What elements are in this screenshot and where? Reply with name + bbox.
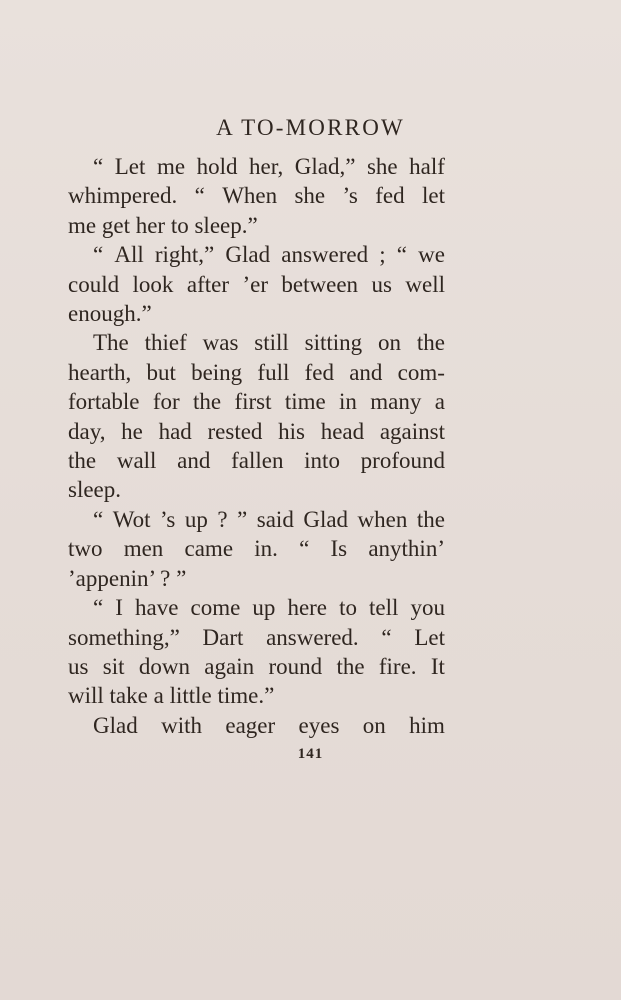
- word: look: [132, 271, 174, 297]
- word: up: [184, 506, 208, 532]
- word: ?: [217, 506, 228, 532]
- word: to: [339, 595, 357, 621]
- body-text: [68, 152, 445, 740]
- word: have: [135, 595, 179, 621]
- word: get: [101, 212, 130, 238]
- word: being: [191, 359, 243, 385]
- word: answered.: [266, 624, 359, 650]
- text-line: [68, 475, 445, 504]
- text-line: [68, 652, 445, 681]
- word: Is: [330, 536, 348, 562]
- word: the: [416, 506, 445, 532]
- text-line: [68, 417, 445, 446]
- paragraph: [68, 240, 445, 328]
- text-line: [68, 358, 445, 387]
- word: me: [156, 154, 186, 179]
- word: up: [252, 595, 276, 621]
- word: was: [202, 330, 239, 356]
- word: ”: [237, 506, 248, 532]
- word: eyes: [298, 712, 340, 738]
- word: her: [135, 212, 166, 238]
- word: and: [349, 359, 383, 385]
- word: rested: [207, 418, 263, 444]
- text-line: [68, 152, 445, 181]
- word: and: [177, 448, 211, 474]
- text-line: [68, 593, 445, 622]
- word: time: [284, 389, 326, 415]
- word: men: [123, 536, 164, 562]
- text-line: [68, 299, 445, 328]
- paragraph: [68, 328, 445, 504]
- word: profound: [360, 448, 445, 474]
- text-line: [68, 446, 445, 475]
- word: “: [93, 595, 104, 621]
- page-number: 141: [297, 746, 324, 762]
- word: in: [339, 389, 357, 415]
- word: against: [379, 418, 445, 444]
- word: whimpered.: [68, 183, 178, 209]
- word: to: [170, 212, 189, 238]
- word: sleep.”: [194, 212, 258, 238]
- word: head: [320, 418, 365, 444]
- word: when: [357, 506, 408, 532]
- word: many: [370, 389, 422, 415]
- word: Dart: [202, 624, 244, 650]
- text-line: [68, 623, 445, 652]
- text-line: [68, 211, 445, 240]
- word: had: [158, 418, 192, 444]
- word: she: [366, 154, 398, 179]
- text-line: [68, 711, 445, 740]
- paragraph: [68, 593, 445, 711]
- word: half: [409, 154, 445, 179]
- word: fortable: [68, 389, 140, 415]
- word: fallen: [231, 448, 284, 474]
- word: ’appenin’: [68, 565, 155, 591]
- word: Glad: [303, 506, 349, 532]
- word: full: [257, 359, 290, 385]
- text-line: [68, 240, 445, 269]
- text-line: [68, 534, 445, 563]
- word: Wot: [112, 506, 151, 532]
- word: “: [93, 506, 104, 532]
- word: Let: [414, 624, 445, 650]
- word: sit: [102, 653, 125, 679]
- word: sitting: [304, 330, 363, 356]
- word: anythin’: [368, 536, 445, 562]
- word: “: [93, 242, 104, 268]
- text-line: [68, 270, 445, 299]
- word: I: [115, 595, 123, 621]
- word: him: [409, 712, 445, 738]
- word: two: [68, 536, 103, 562]
- word: enough.”: [68, 301, 152, 327]
- word: on: [362, 712, 386, 738]
- word: thief: [144, 330, 187, 356]
- word: the: [416, 330, 445, 356]
- word: take: [109, 683, 148, 709]
- word: still: [254, 330, 289, 356]
- word: com-: [397, 359, 445, 385]
- word: on: [378, 330, 402, 356]
- word: here: [287, 595, 328, 621]
- text-line: [68, 328, 445, 357]
- word: us: [371, 271, 392, 297]
- word: the: [193, 389, 222, 415]
- paragraph: [68, 505, 445, 593]
- word: Glad: [93, 712, 138, 738]
- word: eager: [225, 712, 276, 738]
- word: ;: [379, 242, 386, 268]
- word: Glad: [225, 242, 271, 268]
- word: after: [186, 271, 230, 297]
- word: Let: [114, 154, 146, 179]
- word: answered: [281, 242, 369, 268]
- word: will: [68, 683, 104, 709]
- word: The: [93, 330, 129, 356]
- word: down: [138, 653, 190, 679]
- word: round: [268, 653, 323, 679]
- word: fire.: [378, 653, 417, 679]
- word: right,”: [154, 242, 215, 268]
- word: the: [68, 448, 97, 474]
- word: for: [152, 389, 180, 415]
- word: between: [281, 271, 359, 297]
- word: she: [294, 183, 326, 209]
- word: “: [93, 154, 104, 179]
- word: come: [190, 595, 241, 621]
- word: little: [169, 683, 212, 709]
- word: a: [153, 683, 164, 709]
- word: well: [405, 271, 445, 297]
- text-line: [68, 505, 445, 534]
- word: us: [68, 653, 89, 679]
- word: fed: [304, 359, 334, 385]
- word: the: [336, 653, 365, 679]
- word: hearth,: [68, 359, 132, 385]
- word: wall: [116, 448, 157, 474]
- word: All: [114, 242, 144, 268]
- word: something,”: [68, 624, 180, 650]
- running-head: A TO-MORROW: [216, 115, 405, 140]
- word: ’s: [159, 506, 176, 532]
- word: you: [410, 595, 445, 621]
- word: a: [434, 389, 445, 415]
- word: ’er: [242, 271, 268, 297]
- paragraph: [68, 711, 445, 740]
- word: When: [222, 183, 278, 209]
- word: he: [121, 418, 143, 444]
- word: said: [256, 506, 294, 532]
- text-line: [68, 181, 445, 210]
- word: sleep.: [68, 477, 122, 503]
- word: into: [304, 448, 340, 474]
- word: hold: [196, 154, 238, 179]
- word: time.”: [217, 683, 275, 709]
- word: ’s: [342, 183, 358, 209]
- word: his: [278, 418, 305, 444]
- word: “: [299, 536, 310, 562]
- word: ?: [160, 565, 171, 591]
- word: me: [68, 212, 97, 238]
- word: It: [430, 653, 445, 679]
- text-line: [68, 681, 445, 710]
- word: first: [234, 389, 272, 415]
- text-line: [68, 387, 445, 416]
- paragraph: [68, 152, 445, 240]
- word: “: [396, 242, 407, 268]
- word: “: [381, 624, 392, 650]
- word: Glad,”: [294, 154, 356, 179]
- word: in.: [254, 536, 278, 562]
- word: let: [422, 183, 445, 209]
- word: “: [194, 183, 205, 209]
- word: her,: [249, 154, 284, 179]
- word: but: [146, 359, 176, 385]
- word: came: [184, 536, 234, 562]
- word: could: [68, 271, 120, 297]
- word: with: [161, 712, 202, 738]
- word: again: [204, 653, 255, 679]
- word: tell: [369, 595, 399, 621]
- word: ”: [176, 565, 187, 591]
- text-line: [68, 564, 445, 593]
- word: we: [418, 242, 445, 268]
- word: fed: [375, 183, 405, 209]
- word: day,: [68, 418, 106, 444]
